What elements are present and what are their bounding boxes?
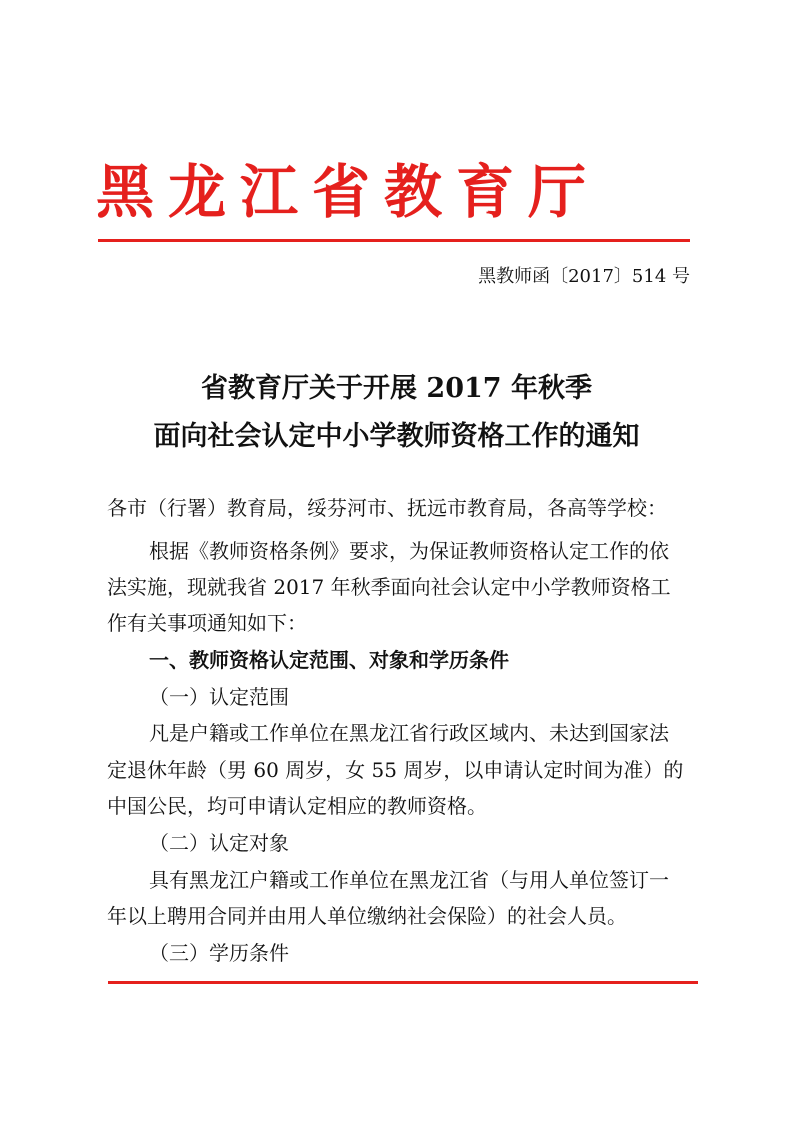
document-title-line-1: 省教育厅关于开展 2017 年秋季	[201, 373, 592, 404]
footer-red-rule	[108, 981, 698, 984]
letterhead-title: 黑龙江省教育厅	[96, 158, 601, 226]
intro-line-3: 作有关事项通知如下：	[107, 611, 307, 635]
intro-line-2: 法实施，现就我省 2017 年秋季面向社会认定中小学教师资格工	[107, 575, 671, 599]
subsection-1-line-1: 凡是户籍或工作单位在黑龙江省行政区域内、未达到国家法	[149, 721, 669, 745]
intro-line-1: 根据《教师资格条例》要求，为保证教师资格认定工作的依	[149, 539, 669, 563]
subsection-1-heading: （一）认定范围	[149, 685, 289, 709]
subsection-1-line-2: 定退休年龄（男 60 周岁，女 55 周岁，以申请认定时间为准）的	[107, 758, 684, 782]
section-1-heading: 一、教师资格认定范围、对象和学历条件	[149, 648, 509, 672]
subsection-2-line-1: 具有黑龙江户籍或工作单位在黑龙江省（与用人单位签订一	[149, 868, 669, 892]
document-title-line-2: 面向社会认定中小学教师资格工作的通知	[153, 421, 640, 452]
subsection-2-line-2: 年以上聘用合同并由用人单位缴纳社会保险）的社会人员。	[107, 904, 627, 928]
subsection-3-heading: （三）学历条件	[149, 941, 289, 965]
addressee: 各市（行署）教育局，绥芬河市、抚远市教育局，各高等学校：	[107, 496, 667, 520]
document-number: 黑教师函〔2017〕514 号	[478, 266, 690, 287]
subsection-2-heading: （二）认定对象	[149, 831, 289, 855]
subsection-1-line-3: 中国公民，均可申请认定相应的教师资格。	[107, 794, 487, 818]
letterhead-red-rule	[98, 239, 690, 242]
